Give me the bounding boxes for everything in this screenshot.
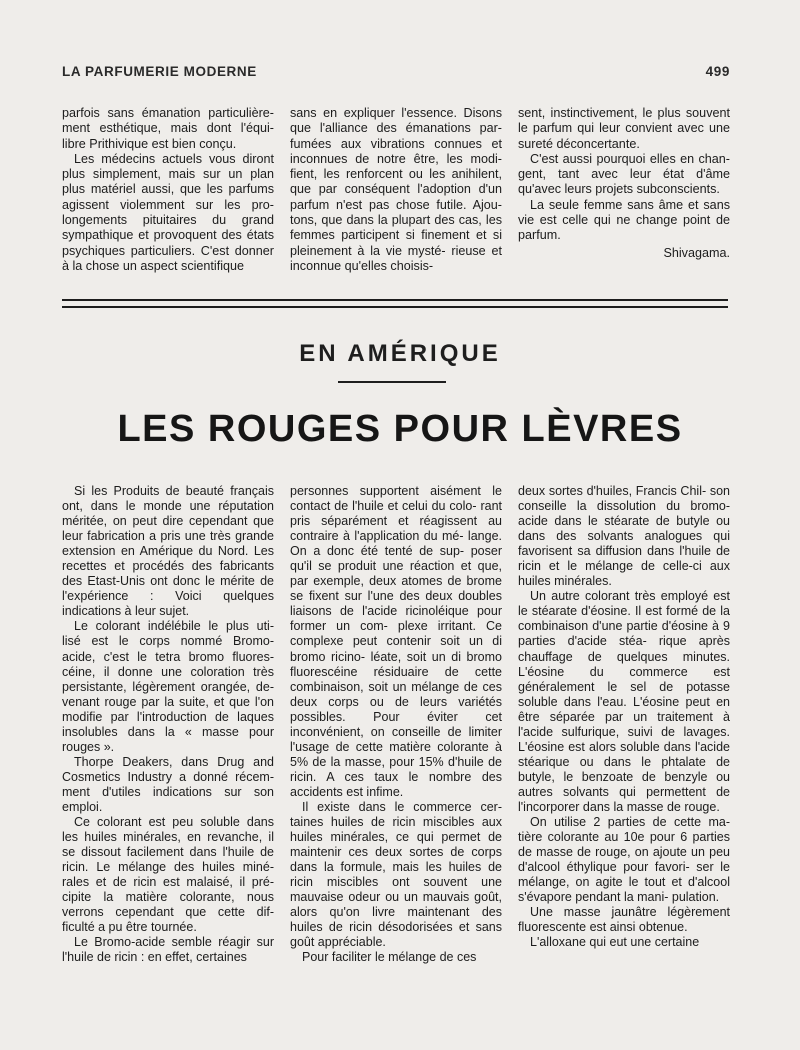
paragraph: Un autre colorant très employé est le stéarate d'éosine. Il est formé de la combinaison d'une partie d'éosine à 9 parties d'acide stéa- rique après chauffage de quelques minutes. L'éosine du commerce est généralement le sel de potasse soluble dans l'eau. L'éosine peut en être séparée par un traitement à l'acide sulfurique, suivi de lavages. L'éosine est alors soluble dans l'acide stéarique ou dans le phtalate de butyle, le benzoate de benzyle ou autres solvants qui permettent de l'incorporer dans la masse de rouge. — [518, 589, 730, 814]
paragraph: Une masse jaunâtre légèrement fluorescente est ainsi obtenue. — [518, 905, 730, 935]
author-signature: Shivagama. — [663, 245, 730, 260]
section-kicker: EN AMÉRIQUE — [299, 340, 501, 367]
journal-title: LA PARFUMERIE MODERNE — [62, 64, 257, 79]
paragraph: Le Bromo-acide semble réagir sur l'huile de ricin : en effet, certaines — [62, 935, 274, 965]
paragraph: Le colorant indélébile le plus uti- lisé est le corps nommé Bromo- acide, c'est le tetra bromo fluores- céine, il donne une coloration très persistante, légèrement orangée, de- venant rouge par la suite, et que l'on modifie par l'introduction de laques insolubles dans la « masse pour rouges ». — [62, 619, 274, 754]
paragraph: C'est aussi pourquoi elles en chan- gent, tant avec leur état d'âme qu'avec leurs projets subconscients. — [518, 151, 730, 197]
paragraph: sans en expliquer l'essence. Disons que l'alliance des émanations par- fumées aux vibrations connues et inconnues de notre être, les modi- fient, les renforcent ou les anihilent, que par conséquent l'adoption d'un parfum n'est pas chose futile. Ajou- tons, que dans la plupart des cas, les femmes participent si finement et si pleinement à la vie mysté- rieuse et inconnue qu'elles choisis- — [290, 106, 502, 273]
main-column-3 — [518, 484, 730, 966]
paragraph: La seule femme sans âme et sans vie est celle qui ne change point de parfum. — [518, 197, 730, 243]
paragraph: Pour faciliter le mélange de ces — [302, 950, 477, 965]
top-column-3 — [518, 106, 730, 274]
main-column-2 — [290, 484, 502, 966]
paragraph: Ce colorant est peu soluble dans les huiles minérales, en revanche, il se dissout facilement dans l'huile de ricin. Le mélange des huiles miné- rales et de ricin est malaisé, il pré- cipite la matière colorante, nous verrons cependant que cette dif- ficulté a pu être tournée. — [62, 815, 274, 935]
paragraph: Thorpe Deakers, dans Drug and Cosmetics Industry a donné récem- ment d'utiles indications sur son emploi. — [62, 754, 274, 814]
paragraph: On utilise 2 parties de cette ma- tière colorante au 10e pour 6 parties de masse de rouge, on ajoute un peu d'alcool éthylique pour favori- ser le mélange, on agite le tout et d'alcool s'évapore pendant la mani- pulation. — [518, 815, 730, 905]
paragraph: deux sortes d'huiles, Francis Chil- son conseille la dissolution du bromo- acide dans le stéarate de butyle ou dans des solvants analogues qui favorisent sa diffusion dans l'huile de ricin et le mélange de celle-ci aux huiles minérales. — [518, 484, 730, 589]
paragraph: sent, instinctivement, le plus souvent le parfum qui leur convient avec une sureté déconcertante. — [518, 106, 730, 151]
section-divider — [62, 299, 728, 308]
top-column-1 — [62, 106, 274, 274]
article-headline: LES ROUGES POUR LÈVRES — [117, 408, 683, 450]
paragraph: personnes supportent aisément le contact de l'huile et celui du colo- rant pris séparément et réagissent au contraire à l'application du mé- lange. On a donc été tenté de sup- poser qu'il se produit une réaction et que, par exemple, deux atomes de brome se fixent sur l'une des deux doubles liaisons de l'acide ricinoléique pour former un com- plexe irritant. Ce complexe peut contenir soit un di bromo ricino- léate, soit un di bromo fluorescéine résiduaire de cette combinaison, soit un mélange de ces deux corps ou de leurs variétés possibles. Pour éviter cet inconvénient, on conseille de limiter l'usage de cette matière colorante à 5% de la masse, pour 15% d'huile de ricin. A ces taux le nombre des accidents est infime. — [290, 484, 502, 799]
running-header — [62, 64, 730, 79]
page-number: 499 — [705, 64, 730, 79]
paragraph: Il existe dans le commerce cer- taines huiles de ricin miscibles aux huiles minérales, ce qui permet de maintenir ces deux sortes de corps dans la formule, mais les huiles de ricin miscibles ont souvent une mauvaise odeur ou un mauvais goût, alors qu'on livre maintenant des huiles de ricin désodorisées et sans goût appréciable. — [290, 799, 502, 950]
paragraph: parfois sans émanation particulière- ment esthétique, mais dont l'équi- libre Prithivique est bien conçu. — [62, 106, 274, 151]
main-article — [62, 484, 730, 966]
paragraph: L'alloxane qui eut une certaine — [530, 935, 700, 950]
kicker-underline — [338, 381, 446, 383]
top-article — [62, 106, 730, 274]
top-column-2 — [290, 106, 502, 274]
paragraph: Les médecins actuels vous diront plus simplement, mais sur un plan plus matériel aussi, que les parfums agissent violemment sur les pro- longements pituitaires du grand sympathique et provoquent des états psychiques particuliers. C'est donner à la chose un aspect scientifique — [62, 151, 274, 273]
paragraph: Si les Produits de beauté français ont, dans le monde une réputation méritée, on peut dire cependant que leur fabrication a pris une très grande extension en Amérique du Nord. Les recettes et procédés des fabricants des Etast-Unis ont donc le mérite de l'expérience : Voici quelques indications à leur sujet. — [62, 484, 274, 619]
main-column-1 — [62, 484, 274, 966]
